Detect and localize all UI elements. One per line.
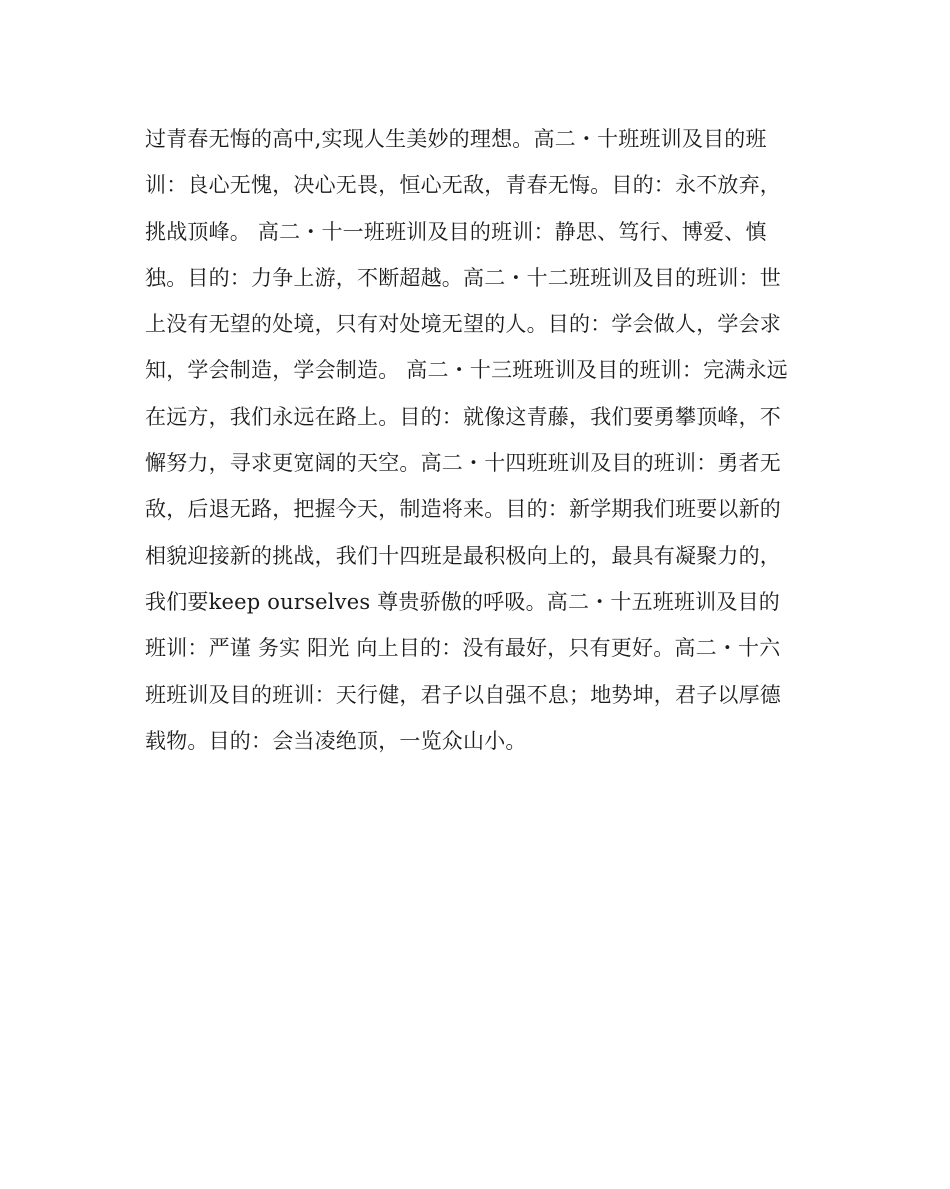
text-line: 相貌迎接新的挑战，我们十四班是最积极向上的，最具有凝聚力的， (145, 543, 781, 568)
text-line: 班班训及目的班训：天行健，君子以自强不息；地势坤，君子以厚德 (145, 682, 781, 707)
text-line: 训：良心无愧，决心无畏，恒心无敌，青春无悔。目的：永不放弃， (145, 173, 781, 198)
text-line: 过青春无悔的高中,实现人生美妙的理想。高二・十班班训及目的班 (145, 127, 767, 151)
text-line: 懈努力，寻求更宽阔的天空。高二・十四班班训及目的班训：勇者无 (145, 451, 781, 476)
body-paragraph (145, 127, 810, 775)
text-line: 知，学会制造，学会制造。 高二・十三班班训及目的班训：完满永远 (145, 358, 788, 383)
text-line: 载物。目的：会当凌绝顶，一览众山小。 (145, 728, 527, 753)
text-line: 挑战顶峰。 高二・十一班班训及目的班训：静思、笃行、博爱、慎 (145, 219, 767, 244)
text-line: 在远方，我们永远在路上。目的：就像这青藤，我们要勇攀顶峰，不 (145, 404, 781, 429)
text-line: 上没有无望的处境，只有对处境无望的人。目的：学会做人，学会求 (145, 312, 781, 337)
text-line: 班训：严谨 务实 阳光 向上目的：没有最好，只有更好。高二・十六 (145, 636, 781, 661)
text-line: 敌，后退无路，把握今天，制造将来。目的：新学期我们班要以新的 (145, 497, 781, 522)
text-line: 独。目的：力争上游，不断超越。高二・十二班班训及目的班训：世 (145, 265, 781, 290)
text-line: 我们要keep ourselves 尊贵骄傲的呼吸。高二・十五班班训及目的 (145, 589, 780, 614)
